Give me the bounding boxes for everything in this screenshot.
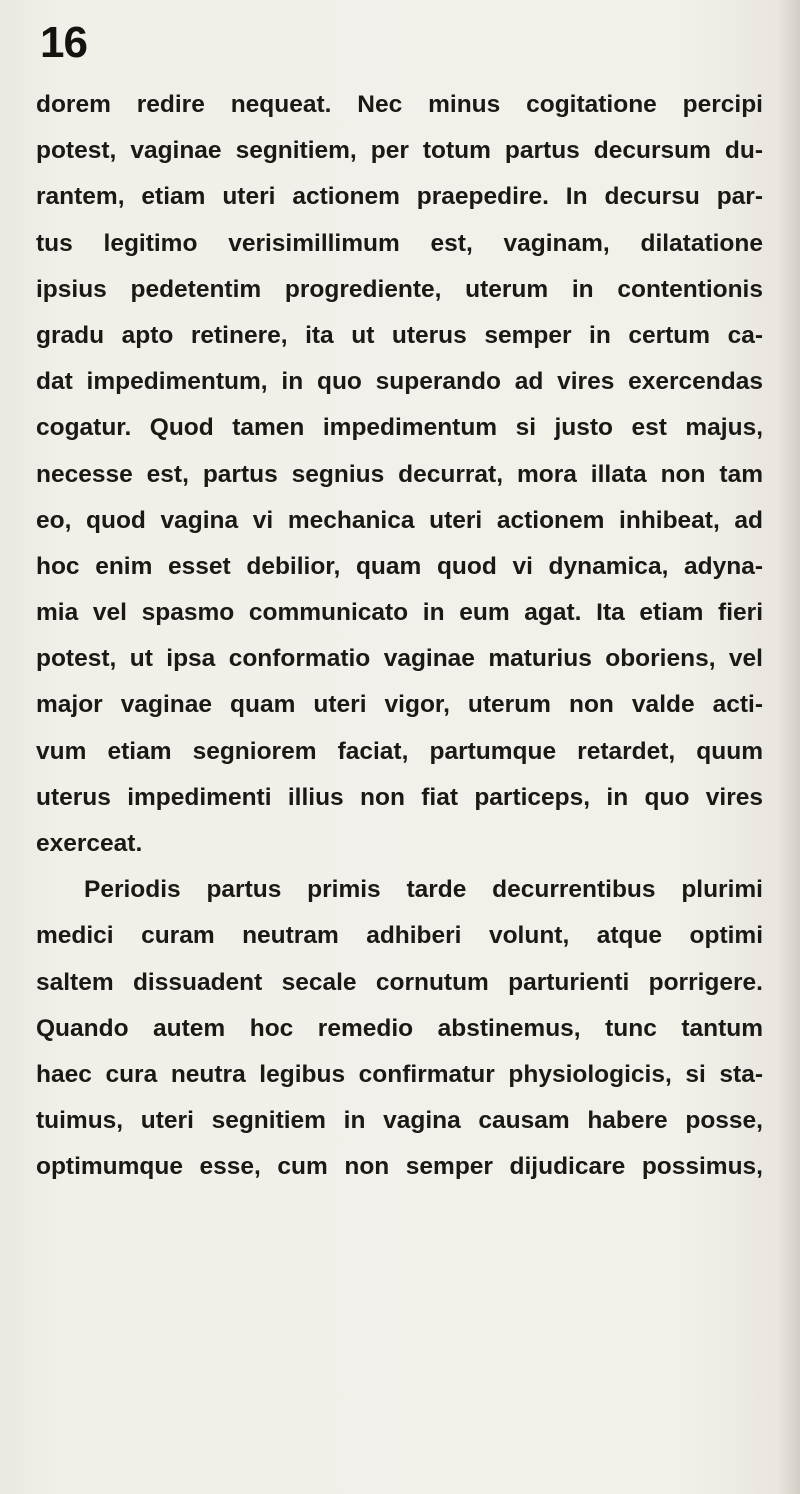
text-line: mia vel spasmo communicato in eum agat. Ita etiam fieri <box>36 599 763 627</box>
text-line: necesse est, partus segnius decurrat, mora illata non tam <box>36 460 763 488</box>
text-line: potest, vaginae segnitiem, per totum partus decursum du- <box>36 137 763 165</box>
body-text <box>36 82 800 1191</box>
text-line: major vaginae quam uteri vigor, uterum non valde acti- <box>36 691 763 719</box>
text-line: medici curam neutram adhiberi volunt, atque optimi <box>36 922 763 950</box>
text-line: uterus impedimenti illius non fiat particeps, in quo vires <box>36 783 763 811</box>
text-line: optimumque esse, cum non semper dijudicare possimus, <box>36 1153 763 1181</box>
text-line: dat impedimentum, in quo superando ad vires exercendas <box>36 368 763 396</box>
page-number: 16 <box>40 18 87 67</box>
text-line: dorem redire nequeat. Nec minus cogitatione percipi <box>36 91 763 118</box>
text-line: potest, ut ipsa conformatio vaginae maturius oboriens, vel <box>36 645 763 673</box>
text-line: cogatur. Quod tamen impedimentum si justo est majus, <box>36 414 763 442</box>
paragraph-start-line: Periodis partus primis tarde decurrentibus plurimi <box>84 876 763 904</box>
text-line: hoc enim esset debilior, quam quod vi dynamica, adyna- <box>36 552 763 580</box>
text-line: eo, quod vagina vi mechanica uteri actionem inhibeat, ad <box>36 506 763 534</box>
text-line: tuimus, uteri segnitiem in vagina causam habere posse, <box>36 1107 763 1135</box>
text-line: haec cura neutra legibus confirmatur physiologicis, si sta- <box>36 1060 763 1088</box>
text-line: ipsius pedetentim progrediente, uterum in contentionis <box>36 275 763 303</box>
text-line: vum etiam segniorem faciat, partumque retardet, quum <box>36 737 763 765</box>
text-line: exerceat. <box>36 830 143 857</box>
text-line: rantem, etiam uteri actionem praepedire. In decursu par- <box>36 183 763 211</box>
text-line: saltem dissuadent secale cornutum parturienti porrigere. <box>36 968 763 996</box>
text-line: gradu apto retinere, ita ut uterus semper in certum ca- <box>36 321 763 349</box>
text-line: Quando autem hoc remedio abstinemus, tunc tantum <box>36 1014 763 1042</box>
text-line: tus legitimo verisimillimum est, vaginam, dilatatione <box>36 229 763 257</box>
